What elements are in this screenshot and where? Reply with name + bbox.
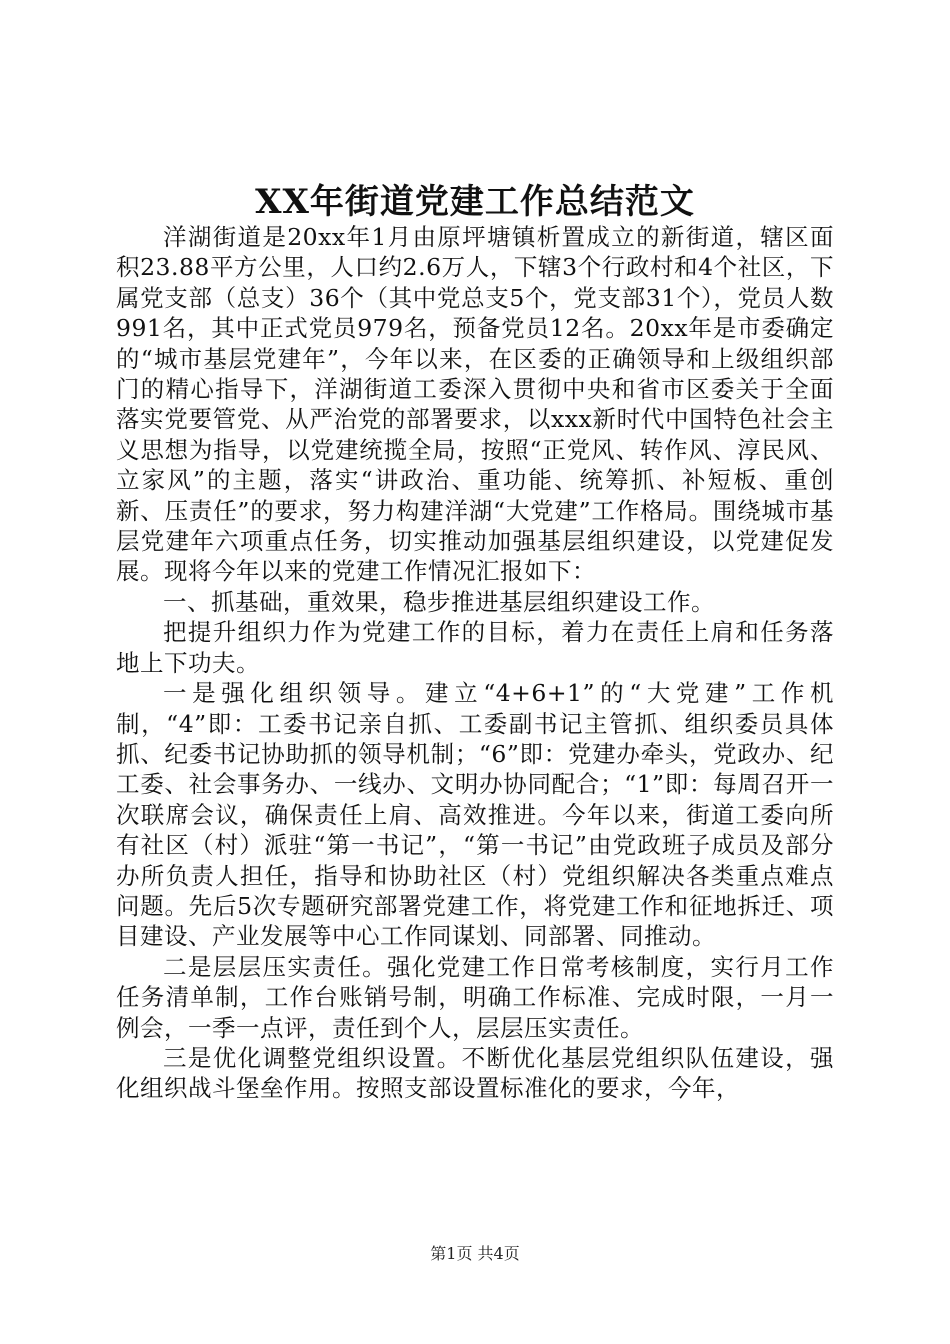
document-title: XX年街道党建工作总结范文 [255, 182, 695, 222]
page-number-label: 第1页 共4页 [430, 1244, 520, 1263]
paragraph-item-2: 二是层层压实责任。强化党建工作日常考核制度，实行月工作任务清单制，工作台账销号制，明确工作标准、完成时限，一月一例会，一季一点评，责任到个人，层层压实责任。 [116, 952, 834, 1042]
paragraph-item-3: 三是优化调整党组织设置。不断优化基层党组织队伍建设，强化组织战斗堡垒作用。按照支部设置标准化的要求，今年， [116, 1043, 834, 1103]
page-footer [0, 1244, 950, 1264]
document-body [116, 222, 834, 1104]
section-heading-1: 一、抓基础，重效果，稳步推进基层组织建设工作。 [163, 587, 715, 616]
paragraph-intro: 洋湖街道是20xx年1月由原坪塘镇析置成立的新街道，辖区面积23.88平方公里，人口约2.6万人，下辖3个行政村和4个社区，下属党支部（总支）36个（其中党总支5个，党支部31个），党员人数991名，其中正式党员979名，预备党员12名。20xx年是市委确定的“城市基层党建年”，今年以来，在区委的正确领导和上级组织部门的精心指导下，洋湖街道工委深入贯彻中央和省市区委关于全面落实党要管党、从严治党的部署要求，以xxx新时代中国特色社会主义思想为指导，以党建统揽全局，按照“正党风、转作风、淳民风、立家风”的主题，落实“讲政治、重功能、统筹抓、补短板、重创新、压责任”的要求，努力构建洋湖“大党建”工作格局。围绕城市基层党建年六项重点任务，切实推动加强基层组织建设，以党建促发展。现将今年以来的党建工作情况汇报如下： [116, 223, 834, 586]
paragraph-section-1-summary: 把提升组织力作为党建工作的目标，着力在责任上肩和任务落地上下功夫。 [116, 618, 834, 677]
paragraph-item-1: 一是强化组织领导。建立“4+6+1”的“大党建”工作机制，“4”即：工委书记亲自抓、工委副书记主管抓、组织委员具体抓、纪委书记协助抓的领导机制；“6”即：党建办牵头，党政办、纪工委、社会事务办、一线办、文明办协同配合；“1”即：每周召开一次联席会议，确保责任上肩、高效推进。今年以来，街道工委向所有社区（村）派驻“第一书记”，“第一书记”由党政班子成员及部分办所负责人担任，指导和协助社区（村）党组织解决各类重点难点问题。先后5次专题研究部署党建工作，将党建工作和征地拆迁、项目建设、产业发展等中心工作同谋划、同部署、同推动。 [116, 679, 834, 951]
